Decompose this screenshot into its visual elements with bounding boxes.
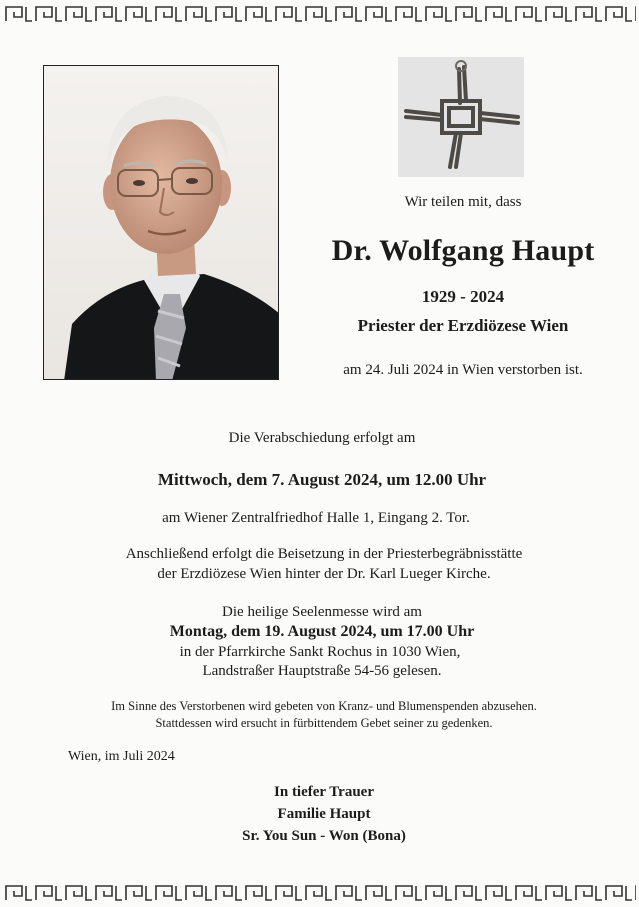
mass-location-line-2: Landstraßer Hauptstraße 54-56 gelesen. [202, 663, 442, 679]
signature-line-3: Sr. You Sun - Won (Bona) [242, 828, 406, 844]
life-years: 1929 - 2024 [421, 287, 505, 306]
mass-location-line-1: in der Pfarrkirche Sankt Rochus in 1030 Wien, [179, 644, 461, 660]
death-notice: am 24. Juli 2024 in Wien verstorben ist. [343, 362, 583, 378]
request-line-2: Stattdessen wird ersucht in fürbittendem Gebet seiner zu gedenken. [155, 716, 493, 730]
deceased-role: Priester der Erzdiözese Wien [357, 316, 569, 335]
farewell-intro: Die Verabschiedung erfolgt am [228, 430, 416, 446]
place-date: Wien, im Juli 2024 [68, 749, 175, 764]
meander-border-bottom [4, 883, 636, 903]
mass-date: Montag, dem 19. August 2024, um 17.00 Uhr [169, 623, 475, 640]
signature-line-2: Familie Haupt [277, 806, 371, 822]
burial-line-2: der Erzdiözese Wien hinter der Dr. Karl Lueger Kirche. [157, 566, 491, 582]
cross-image [398, 57, 524, 177]
deceased-name: Dr. Wolfgang Haupt [331, 234, 595, 267]
farewell-date: Mittwoch, dem 7. August 2024, um 12.00 Uhr [157, 470, 487, 489]
burial-line-1: Anschließend erfolgt die Beisetzung in der Priesterbegräbnisstätte [125, 546, 523, 562]
intro-text: Wir teilen mit, dass [404, 194, 522, 210]
request-line-1: Im Sinne des Verstorbenen wird gebeten von Kranz- und Blumenspenden abzusehen. [111, 699, 537, 713]
portrait-photo [43, 65, 279, 380]
mass-intro: Die heilige Seelenmesse wird am [222, 604, 422, 620]
farewell-place: am Wiener Zentralfriedhof Halle 1, Eingang 2. Tor. [162, 510, 470, 526]
signature-line-1: In tiefer Trauer [274, 784, 374, 800]
meander-border-top [4, 4, 636, 24]
